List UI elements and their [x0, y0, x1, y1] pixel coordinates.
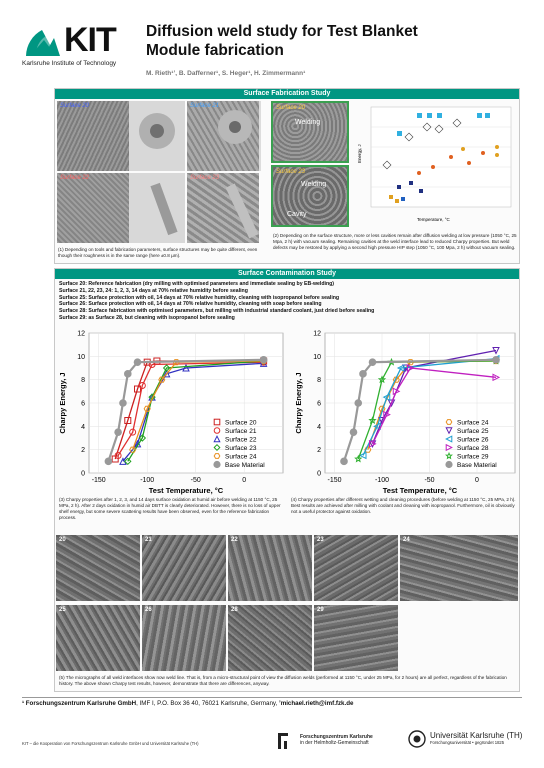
y-tick-label: 0	[317, 470, 321, 478]
legend-label: Surface 22	[225, 436, 257, 444]
end-mill-icon	[129, 173, 185, 243]
x-tick-label: -100	[374, 477, 390, 484]
legend-label: Base Material	[457, 462, 497, 469]
legend-label: Surface 24	[457, 419, 489, 427]
data-point	[114, 428, 122, 436]
y-tick-label: 6	[81, 400, 85, 408]
fzk-logo-icon	[276, 731, 294, 751]
kit-logo-text: KIT	[64, 21, 116, 59]
y-tick-label: 10	[77, 353, 85, 361]
charpy-chart-cleaning	[291, 327, 523, 499]
micrograph-label: 20	[59, 537, 66, 543]
welding-label: Welding	[301, 181, 327, 188]
data-point	[350, 428, 358, 436]
university-seal-icon	[408, 730, 426, 748]
micrograph-label: 28	[231, 607, 238, 613]
legend-label: Surface 26	[457, 436, 489, 444]
footer-address: ¹ Forschungszentrum Karlsruhe GmbH, IMF I, P.O. Box 36 40, 76021 Karlsruhe, Germany, ’michael.rieth@imf.fzk.de	[22, 700, 354, 707]
micrograph-label: 29	[317, 607, 324, 613]
x-tick-label: -50	[424, 477, 435, 484]
energy-temperature-small-chart	[357, 103, 517, 227]
y-axis-label: Charpy Energy, J	[58, 372, 67, 434]
legend-label: Surface 29	[457, 453, 489, 461]
small-chart-xlabel: Temperature, °C	[417, 217, 450, 222]
small-chart-ylabel: Energy, J	[357, 144, 362, 163]
y-tick-label: 8	[81, 377, 85, 385]
legend-label: Surface 28	[457, 445, 489, 452]
surface-photo-label: Surface 21	[190, 103, 220, 109]
data-point	[445, 461, 452, 468]
surface-photo-label: Surface 22	[60, 175, 90, 181]
legend-label: Surface 20	[225, 419, 257, 427]
surface-photo-tool-1	[129, 101, 185, 171]
y-tick-label: 4	[81, 423, 85, 431]
micrograph-label: 23	[317, 537, 324, 543]
micrograph-22	[228, 535, 312, 601]
list-item: Surface 25: Surface protection with oil, 14 days at 70% relative humidity, cleaning with isopropanol before sealing	[59, 294, 340, 301]
surface-photo-tool-3	[129, 173, 185, 243]
surface-photo-20	[57, 101, 129, 171]
data-point	[369, 358, 377, 366]
surface-fabrication-panel	[54, 88, 520, 264]
y-tick-label: 2	[317, 447, 321, 455]
x-tick-label: -150	[327, 477, 342, 484]
x-tick-label: -150	[91, 477, 106, 484]
micrograph-20	[56, 535, 140, 601]
micrograph-28	[228, 605, 312, 671]
legend-label: Surface 24	[225, 453, 257, 461]
caption-3: (3) Charpy properties after 1, 2, 3, and 14 days surface oxidation at humid air before welding at 1150 °C, 25 MPa, 2 h). After 2 days oxidation in humid air DBTT is clearly deteriorated. However, there is no loss of upper shelf energy, but some severe scattering results have been observed, even for the reference fabrication process.	[59, 497, 281, 520]
y-tick-label: 12	[313, 330, 321, 338]
cavity-photo-label: Surface 20	[276, 105, 306, 111]
caption-4: (4) Charpy properties after different wetting and cleaning procedures (before welding at 1150 °C, 25 MPa, 2 h). Best results are achieved after milling with coolant and cleaning with isopropanol. Furthermore, oil is obviously not a useful protector against oxidation.	[291, 497, 516, 514]
surface-photo-tool-2	[259, 101, 261, 171]
micrograph-label: 26	[145, 607, 152, 613]
data-point	[119, 399, 127, 407]
y-tick-label: 10	[313, 353, 321, 361]
y-tick-label: 4	[317, 423, 321, 431]
micrograph-21	[142, 535, 226, 601]
data-point	[359, 370, 367, 378]
x-tick-label: 0	[242, 477, 247, 484]
milling-tool-icon	[215, 107, 255, 147]
data-point	[354, 399, 362, 407]
micrograph-29	[314, 605, 398, 671]
university-name: Universität Karlsruhe (TH) Forschungsuniversität • gegründet 1825	[430, 731, 523, 745]
list-item: Surface 29: as Surface 28, but cleaning with isopropanol before sealing	[59, 314, 235, 321]
caption-2: (2) Depending on the surface structure, more or less cavities remain after diffusion welding at low pressure (1050 °C, 25 Mpa, 2 h) with vacuum sealing. Remaining cavities at the weld interface lead to reduced Charpy properties. But weld defects may be restored by applying a second high pressure HIP step (1050 °C, 100 Mpa, 2 h) without vacuum sealing.	[273, 233, 517, 250]
surface-contamination-panel	[54, 268, 520, 692]
surface-photo-label: Surface 20	[60, 103, 90, 109]
y-tick-label: 2	[81, 447, 85, 455]
list-item: Surface 28: Surface fabrication with optimised parameters, but milling with industrial standard coolant, just dried before sealing	[59, 308, 375, 315]
micrograph-25	[56, 605, 140, 671]
list-item: Surface 26: Surface protection with oil, 14 days at 70% relative humidity, cleaning with soap before sealing	[59, 301, 322, 308]
x-tick-label: 0	[475, 477, 479, 484]
micrograph-label: 21	[145, 537, 152, 543]
y-tick-label: 0	[81, 470, 85, 478]
footer-cooperation: KIT – die Kooperation von Forschungszentrum Karlsruhe GmbH und Universität Karlsruhe (TH)	[22, 741, 199, 746]
kit-logo-subtitle: Karlsruhe Institute of Technology	[22, 60, 117, 67]
fzk-name: Forschungszentrum Karlsruhe in der Helmholtz-Gemeinschaft	[300, 734, 373, 746]
x-tick-label: -50	[190, 477, 201, 484]
caption-1: (1) Depending on tools and fabrication parameters, surface structures may be quite different, even though their roughness is in the same range (here ±0.8 µm).	[58, 247, 258, 258]
legend-label: Surface 25	[457, 428, 489, 435]
micrograph-label: 24	[403, 537, 410, 543]
legend-label: Surface 21	[225, 428, 257, 435]
section-title-contamination: Surface Contamination Study	[55, 269, 519, 279]
legend-label: Surface 23	[225, 445, 257, 452]
cavity-photo-23	[271, 165, 349, 227]
x-axis-label: Test Temperature, °C	[382, 486, 458, 495]
cavity-photo-label: Surface 23	[276, 169, 306, 175]
cavity-label: Cavity	[287, 211, 307, 218]
y-axis-label: Charpy Energy, J	[294, 372, 303, 434]
charpy-chart-oxidation	[55, 327, 291, 499]
x-axis-label: Test Temperature, °C	[148, 486, 224, 495]
surface-list	[59, 281, 517, 322]
micrograph-24	[400, 535, 518, 601]
footer-divider	[22, 697, 522, 698]
data-point	[105, 458, 113, 466]
surface-photo-22	[57, 173, 129, 243]
data-point	[124, 370, 132, 378]
data-point	[134, 358, 142, 366]
list-item: Surface 20: Reference fabrication (dry milling with optimised parameters and immediate sealing by EB-welding)	[59, 281, 335, 287]
authors: M. Rieth¹’, B. Dafferner¹, S. Heger¹, H. Zimmermann¹	[146, 70, 306, 77]
data-point	[492, 356, 500, 364]
y-tick-label: 12	[77, 330, 85, 338]
milling-tool-icon	[129, 101, 185, 171]
list-item: Surface 21, 22, 23, 24: 1, 2, 3, 14 days at 70% relative humidity before sealing	[59, 287, 248, 294]
poster-title: Diffusion weld study for Test Blanket Module fabrication	[146, 23, 418, 59]
data-point	[260, 356, 268, 364]
caption-5: (5) The micrographs of all weld interfaces show now weld line. That is, from a micro-structural point of view the diffusion welds (performed at 1150 °C, under 25 MPa, for 2 hours) are all perfect, regardless of the fabrication history. The above shown Charpy test results, however, demonstrate that there are differences, anyway.	[59, 675, 507, 686]
legend-label: Base Material	[225, 462, 265, 469]
welding-label: Welding	[295, 119, 321, 126]
y-tick-label: 8	[317, 377, 321, 385]
micrograph-26	[142, 605, 226, 671]
micrograph-label: 22	[231, 537, 238, 543]
y-tick-label: 6	[317, 400, 321, 408]
micrograph-label: 25	[59, 607, 66, 613]
surface-photo-label: Surface 23	[190, 175, 220, 181]
section-title-fabrication: Surface Fabrication Study	[55, 89, 519, 99]
data-point	[340, 458, 348, 466]
end-mill-icon	[223, 179, 259, 241]
micrograph-23	[314, 535, 398, 601]
cavity-photo-20	[271, 101, 349, 163]
data-point	[213, 461, 220, 468]
x-tick-label: -100	[140, 477, 155, 484]
